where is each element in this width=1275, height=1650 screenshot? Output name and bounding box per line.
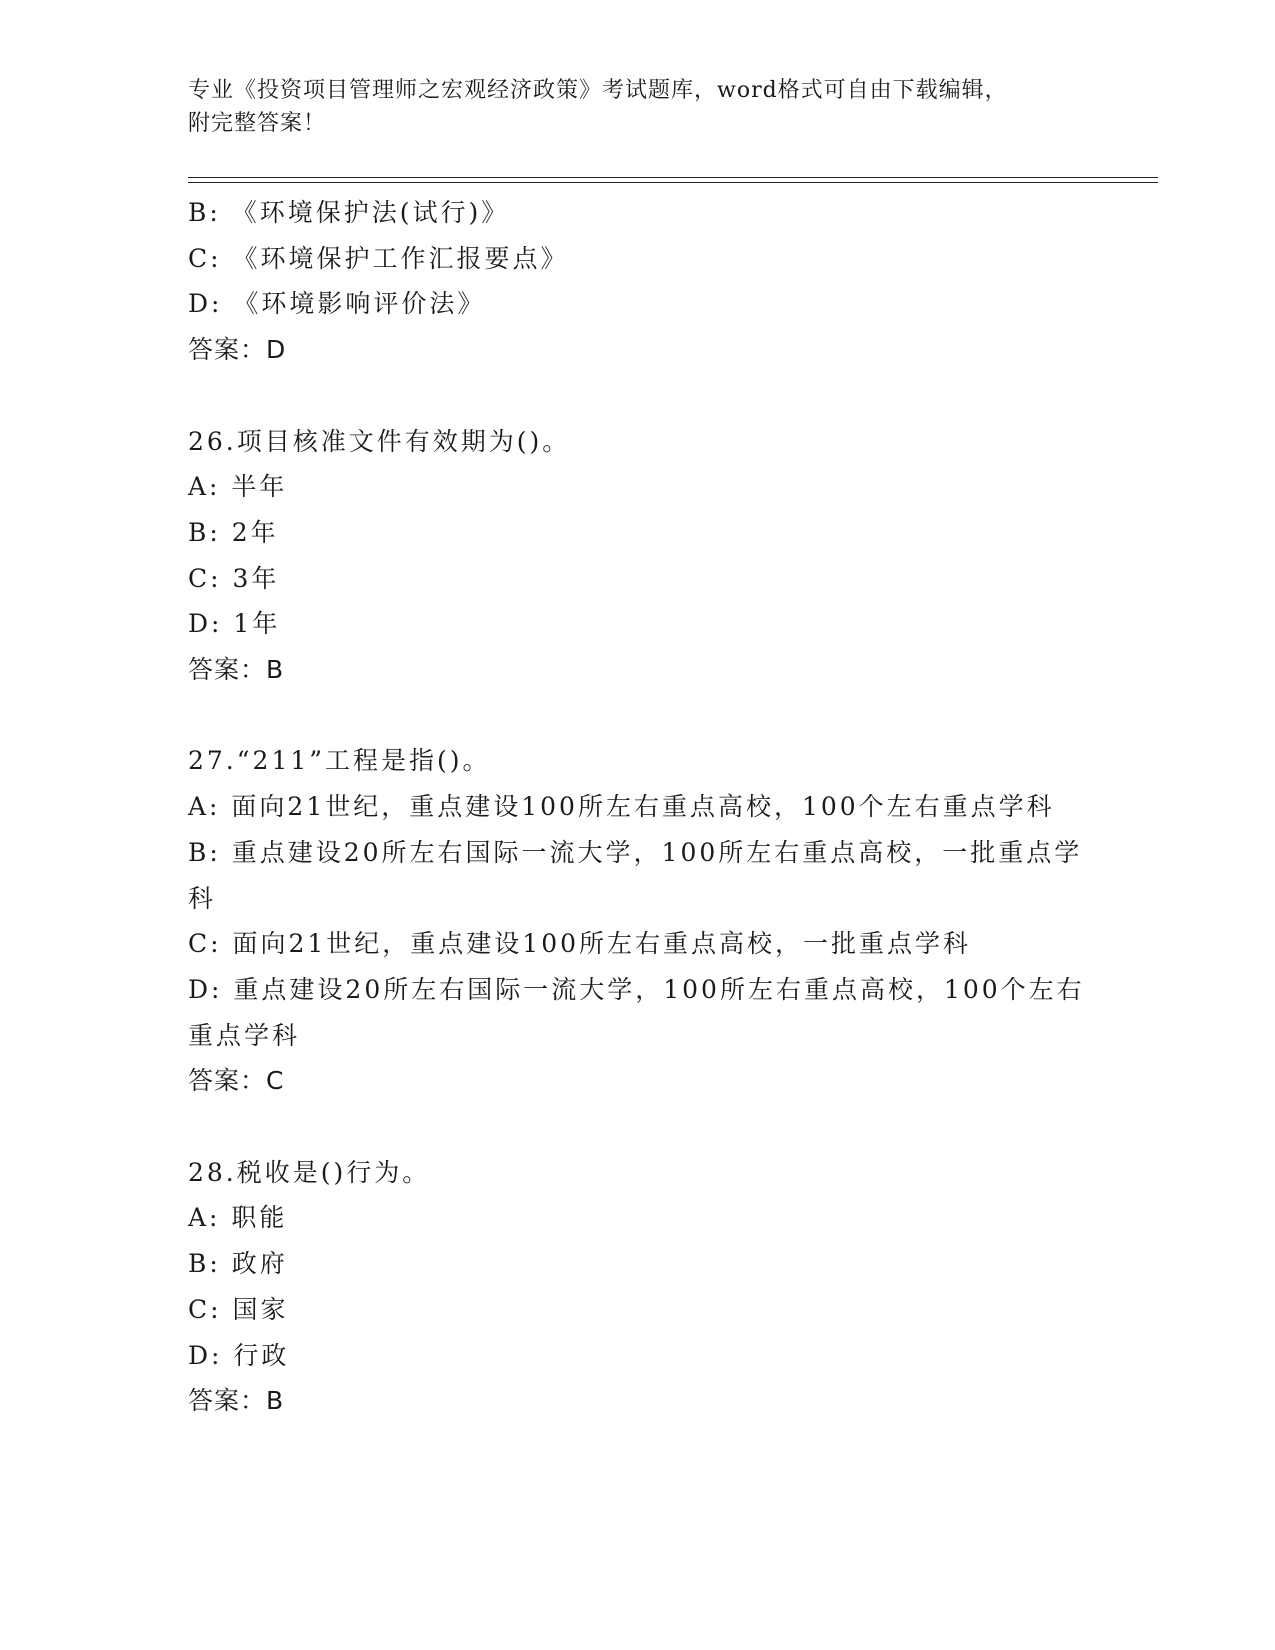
option-d: D: 行政 (188, 1340, 290, 1370)
option-c: C: 3年 (188, 563, 280, 593)
option-b: B: 2年 (188, 517, 279, 547)
option-d: D: 《环境影响评价法》 (188, 289, 486, 319)
option-c: C: 面向21世纪，重点建设100所左右重点高校，一批重点学科 (188, 929, 972, 959)
option-d: D: 1年 (188, 609, 281, 639)
document-header (188, 74, 1088, 140)
option-c: C: 国家 (188, 1294, 289, 1324)
option-d: D: 重点建设20所左右国际一流大学，100所左右重点高校，100个左右重点学科 (188, 974, 1085, 1050)
option-a: A: 半年 (188, 472, 288, 502)
option-b: B: 政府 (188, 1249, 288, 1279)
question-text: 28.税收是()行为。 (188, 1157, 431, 1187)
option-a: A: 职能 (188, 1203, 288, 1233)
option-b: B: 重点建设20所左右国际一流大学，100所左右重点高校，一批重点学科 (188, 837, 1083, 913)
answer-label: 答案：B (188, 655, 285, 685)
answer-label: 答案：C (188, 1066, 285, 1096)
answer-label: 答案：D (188, 335, 287, 365)
question-text: 26.项目核准文件有效期为()。 (188, 426, 571, 456)
question-26-block (188, 419, 1088, 693)
option-c: C: 《环境保护工作汇报要点》 (188, 243, 569, 273)
header-divider-bottom (188, 182, 1158, 183)
question-28-block (188, 1150, 1088, 1424)
question-list (188, 190, 1088, 1424)
option-b: B: 《环境保护法(试行)》 (188, 198, 510, 227)
option-a: A: 面向21世纪，重点建设100所左右重点高校，100个左右重点学科 (188, 792, 1055, 822)
question-25-block (188, 190, 1088, 373)
answer-label: 答案：B (188, 1386, 285, 1416)
header-divider-top (188, 177, 1158, 178)
header-line-2: 附完整答案！ (188, 111, 327, 136)
header-line-1: 专业《投资项目管理师之宏观经济政策》考试题库，word格式可自由下载编辑， (188, 78, 1008, 103)
question-27-block (188, 738, 1088, 1104)
question-text: 27.“211”工程是指()。 (188, 746, 491, 776)
